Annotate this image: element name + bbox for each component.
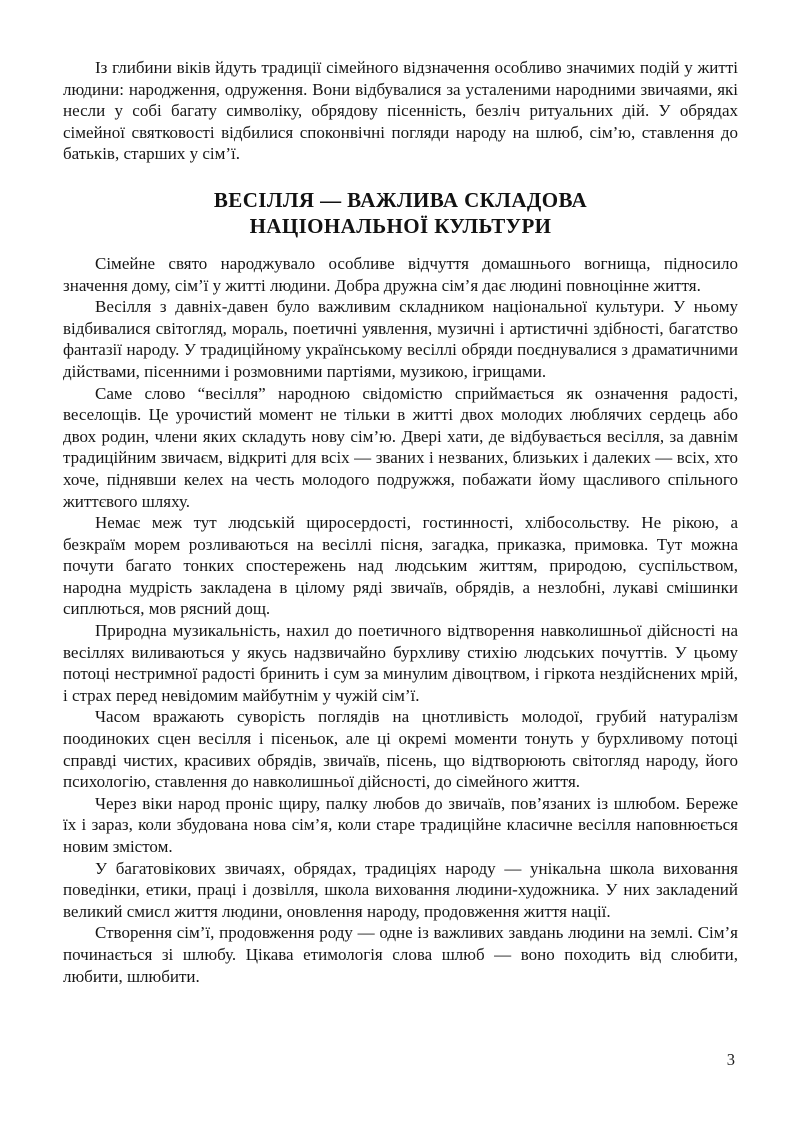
page-number: 3: [726, 1050, 735, 1069]
paragraph: Немає меж тут людській щиросердості, гостинності, хлібосольству. Не рікою, а безкраїм морем розливаються на весіллі пісня, загадка, приказка, примовка. Тут можна почути багато тонких спостережень над людським життям, природою, суспільством, народна мудрість закладена в цілому ряді звичаїв, обрядів, а незлобні, лукаві смішинки сиплються, мов рясний дощ.: [63, 513, 738, 619]
section-heading-line-2: НАЦІОНАЛЬНОЇ КУЛЬТУРИ: [249, 214, 552, 239]
paragraph: Саме слово “весілля” народною свідомістю сприймається як означення радості, веселощів. Це урочистий момент не тільки в житті двох молодих люблячих сердець або двох родин, члени яких складуть нову сім’ю. Двері хати, де відбувається весілля, за давнім традиційним звичаєм, відкриті для всіх — званих і незваних, близьких і далеких — всіх, хто хоче, піднявши келех на честь молодого подружжя, побажати йому щасливого спільного життєвого шляху.: [63, 383, 738, 511]
paragraph: Весілля з давніх-давен було важливим складником національної культури. У ньому відбивалися світогляд, мораль, поетичні уявлення, музичні і артистичні здібності, багатство фантазії народу. У традиційному українському весіллі обряди поєднувалися з драматичними дійствами, пісенними і розмовними партіями, музикою, ігрищами.: [63, 297, 738, 381]
paragraph: Через віки народ проніс щиру, палку любов до звичаїв, пов’язаних із шлюбом. Береже їх і зараз, коли збудована нова сім’я, коли старе традиційне класичне весілля наповнюється новим змістом.: [63, 793, 738, 856]
section-heading-line-1: ВЕСІЛЛЯ — ВАЖЛИВА СКЛАДОВА: [213, 187, 588, 212]
text-block: [63, 57, 738, 987]
paragraph: Створення сім’ї, продовження роду — одне із важливих завдань людини на землі. Сім’я починається зі шлюбу. Цікава етимологія слова шлюб — воно походить від слюбити, любити, шлюбити.: [63, 923, 738, 986]
paragraph: У багатовікових звичаях, обрядах, традиціях народу — унікальна школа виховання поведінки, етики, праці і дозвілля, школа виховання людини-художника. У них закладений великий смисл життя людини, оновлення народу, продовження життя нації.: [63, 858, 738, 921]
paragraph: Природна музикальність, нахил до поетичного відтворення навколишньої дійсності на весіллях виливаються у якусь надзвичайно бурхливу стихію людських почуттів. У цьому потоці нестримної радості бринить і сум за минулим дівоцтвом, і гіркота нездійснених мрій, і страх перед невідомим майбутнім у чужій сім’ї.: [63, 621, 738, 705]
paragraph-lead: Із глибини віків йдуть традиції сімейного відзначення особливо значимих подій у житті людини: народження, одруження. Вони відбувалися за усталеними народними звичаями, які несли у собі багату символіку, обрядову пісенність, безліч ритуальних дій. У обрядах сімейної святковості відбилися споконвічні погляди народу на шлюб, сім’ю, ставлення до батьків, старших у сім’ї.: [63, 58, 738, 164]
paragraph: Сімейне свято народжувало особливе відчуття домашнього вогнища, підносило значення дому, сім’ї у житті людини. Добра дружна сім’я дає людині повноцінне життя.: [63, 253, 738, 295]
paragraph: Часом вражають суворість поглядів на цнотливість молодої, грубий натуралізм поодиноких сцен весілля і пісеньок, але ці окремі моменти тонуть у бурхливому потоці справді чистих, красивих обрядів, звичаїв, пісень, що відтворюють світогляд народу, його психологію, ставлення до навколишньої дійсності, до сімейного життя.: [63, 707, 738, 792]
section-heading: [63, 187, 738, 240]
